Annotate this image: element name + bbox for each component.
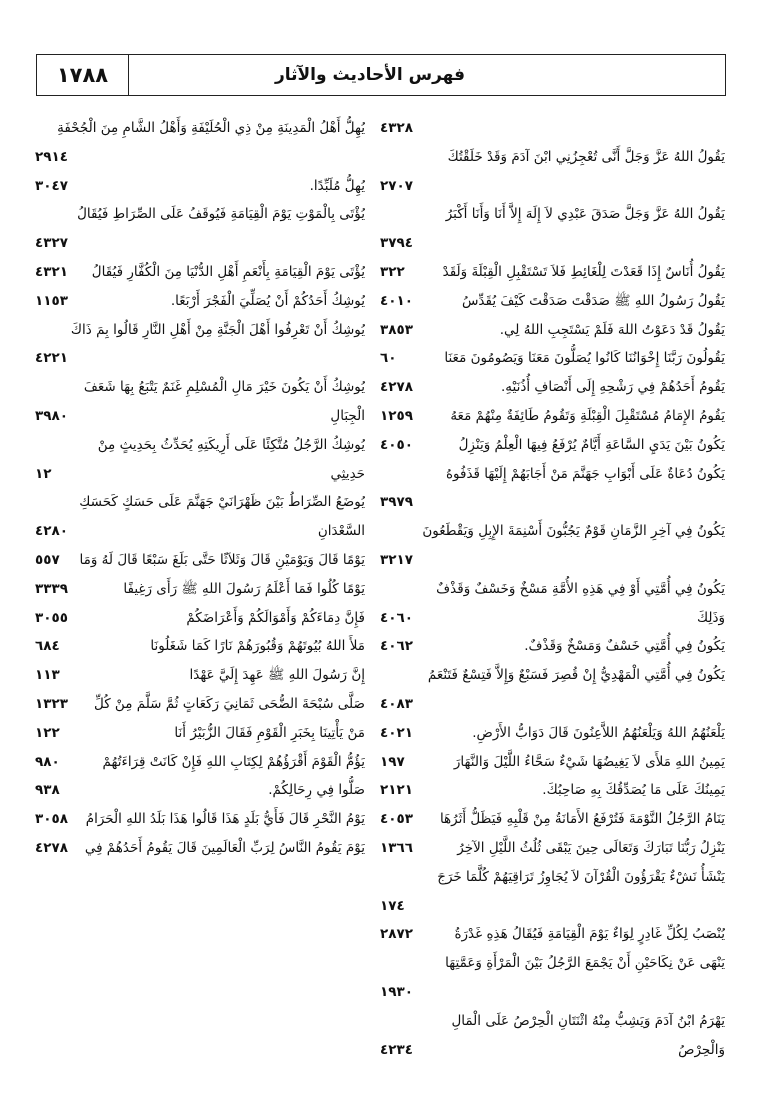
hadith-text: يُؤْتَى بِالْمَوْتِ يَوْمَ الْقِيَامَةِ فَيُوقَفُ عَلَى الصِّرَاطِ فَيُقَالُ	[77, 206, 365, 223]
index-line	[380, 200, 725, 229]
hadith-number: ٤٢٢١	[35, 350, 68, 367]
hadith-text: يَؤُمُّ الْقَوْمَ أَقْرَؤُهُمْ لِكِتَابِ اللهِ فَإِنْ كَانَتْ قِرَاءَتُهُمْ	[102, 753, 365, 770]
hadith-text: يَوْمًا قَالَ وَيَوْمَيْنِ قَالَ وَثَلاَثًا حَتَّى بَلَغَ سَبْعًا قَالَ لَهُ وَمَا	[79, 551, 365, 568]
index-line	[380, 229, 725, 258]
hadith-text: يُؤْتَى يَوْمَ الْقِيَامَةِ بِأَنْعَمِ أَهْلِ الدُّنْيَا مِنَ الْكُفَّارِ فَيُقَالُ	[91, 263, 365, 280]
hadith-number: ٤٢٣٤	[380, 1041, 413, 1058]
hadith-text: يَقُولُ اللهُ عَزَّ وَجَلَّ صَدَقَ عَبْدِي لاَ إِلَهَ إِلاَّ أَنَا وَأَنَا أَكْبَرُ	[445, 206, 725, 223]
index-line	[35, 604, 365, 633]
hadith-number: ١٢٥٩	[380, 407, 413, 424]
hadith-number: ٩٨٠	[35, 753, 60, 770]
index-line	[380, 719, 725, 748]
page-number: ١٧٨٨	[37, 55, 129, 95]
index-line	[380, 143, 725, 172]
hadith-number: ٤٠١٠	[380, 292, 413, 309]
hadith-text: يُنْصَبُ لِكُلِّ غَادِرٍ لِوَاءٌ يَوْمَ الْقِيَامَةِ فَيُقَالُ هَذِهِ غَدْرَةُ	[454, 926, 725, 943]
hadith-number: ٢١٢١	[380, 782, 413, 799]
hadith-text: يُوشِكُ أَحَدُكُمْ أَنْ يُصَلِّيَ الْفَجْرَ أَرْبَعًا.	[170, 292, 365, 309]
index-line	[35, 632, 365, 661]
hadith-text: يَكُونُ فِي أُمَّتِي الْمَهْدِيُّ إِنْ قُصِرَ فَسَبْعٌ وَإِلاَّ فَتِسْعٌ فَتَنْعَمُ	[427, 667, 725, 684]
index-line	[35, 172, 365, 201]
index-line	[35, 200, 365, 229]
index-line	[35, 546, 365, 575]
index-line	[380, 114, 725, 143]
index-line	[35, 661, 365, 690]
hadith-number: ١٣٢٣	[35, 695, 68, 712]
hadith-number: ٤٢٧٨	[35, 839, 68, 856]
hadith-number: ٣٧٩٤	[380, 235, 413, 252]
hadith-text: يُوشِكُ أَنْ يَكُونَ خَيْرَ مَالِ الْمُسْلِمِ غَنَمٌ يَتْبَعُ بِهَا شَعَفَ	[83, 379, 365, 396]
index-line	[380, 604, 725, 633]
index-line	[380, 316, 725, 345]
hadith-number: ٤٣٢٧	[35, 235, 68, 252]
hadith-text: يَوْمَ يَقُومُ النَّاسُ لِرَبِّ الْعَالَمِينَ قَالَ يَقُومُ أَحَدُهُمْ فِي	[84, 839, 365, 856]
hadith-text: يُهِلُّ مُلَبِّدًا.	[309, 177, 365, 194]
hadith-number: ٣٩٧٩	[380, 494, 413, 511]
index-line	[35, 517, 365, 546]
hadith-text: صَلَّى سُبْحَةَ الضُّحَى ثَمَانِيَ رَكَعَاتٍ ثُمَّ سَلَّمَ مِنْ كُلِّ	[93, 695, 365, 712]
index-line	[380, 1036, 725, 1065]
hadith-text: يَقُولُ رَسُولُ اللهِ ﷺ صَدَقْتَ صَدَقْتَ كَيْفَ يُقَدِّسُ	[461, 292, 725, 309]
index-line	[380, 834, 725, 863]
index-line	[380, 344, 725, 373]
index-line	[35, 805, 365, 834]
index-line	[35, 748, 365, 777]
index-line	[380, 258, 725, 287]
index-line	[35, 575, 365, 604]
index-line	[35, 114, 365, 143]
hadith-text: يَقُومُ الإِمَامُ مُسْتَقْبِلَ الْقِبْلَةِ وَتَقُومُ طَائِفَةٌ مِنْهُمْ مَعَهُ	[450, 407, 725, 424]
index-line	[380, 920, 725, 949]
hadith-text: يَنْهَى عَنْ نِكَاحَيْنِ أَنْ يَجْمَعَ الرَّجُلُ بَيْنَ الْمَرْأَةِ وَعَمَّتِهَا	[445, 955, 725, 972]
hadith-number: ٤٢٨٠	[35, 523, 68, 540]
index-line	[35, 460, 365, 489]
hadith-text: يُوضَعُ الصِّرَاطُ بَيْنَ ظَهْرَانَيْ جَهَنَّمَ عَلَى حَسَكٍ كَحَسَكِ	[79, 494, 365, 511]
hadith-number: ٣٢٢	[380, 263, 405, 280]
index-line	[380, 460, 725, 489]
index-line	[35, 690, 365, 719]
index-line	[380, 373, 725, 402]
index-line	[35, 488, 365, 517]
index-line	[35, 719, 365, 748]
index-line	[380, 661, 725, 690]
hadith-text: يَقُولُ أُنَاسٌ إِذَا قَعَدْتَ لِلْغَائِطِ فَلاَ تَسْتَقْبِلِ الْقِبْلَةَ وَلَقَدْ	[442, 263, 725, 280]
hadith-text: يُوشِكُ أَنْ تَعْرِفُوا أَهْلَ الْجَنَّةِ مِنْ أَهْلِ النَّارِ قَالُوا بِمَ ذَاكَ	[70, 321, 365, 338]
hadith-number: ٤٣٢٨	[380, 120, 413, 136]
hadith-text: يَكُونُ بَيْنَ يَدَيِ السَّاعَةِ أَيَّامٌ يُرْفَعُ فِيهَا الْعِلْمُ وَيَنْزِلُ	[458, 436, 725, 453]
hadith-text: يَلْعَنُهُمُ اللهُ وَيَلْعَنُهُمُ اللاَّعِنُونَ قَالَ دَوَابُّ الأَرْضِ.	[472, 724, 725, 741]
hadith-number: ١٣٦٦	[380, 839, 413, 856]
hadith-text: إِنَّ رَسُولَ اللهِ ﷺ عَهِدَ إِلَيَّ عَهْدًا	[189, 667, 365, 684]
index-line	[35, 373, 365, 402]
hadith-number: ١٧٤	[380, 897, 405, 914]
hadith-number: ١٩٣٠	[380, 983, 413, 1000]
hadith-text: مَنْ يَأْتِينَا بِخَبَرِ الْقَوْمِ فَقَالَ الزُّبَيْرُ أَنَا	[174, 724, 365, 741]
index-line	[380, 863, 725, 892]
hadith-text: يُهِلُّ أَهْلُ الْمَدِينَةِ مِنْ ذِي الْحُلَيْفَةِ وَأَهْلُ الشَّامِ مِنَ الْجُحْفَةِ	[57, 120, 365, 136]
hadith-number: ٤٠٥٠	[380, 436, 413, 453]
index-line	[35, 143, 365, 172]
hadith-text: يَكُونُ فِي أُمَّتِي أَوْ فِي هَذِهِ الأُمَّةِ مَسْخٌ وَخَسْفٌ وَقَذْفٌ	[436, 580, 725, 597]
index-line	[35, 344, 365, 373]
index-line	[35, 229, 365, 258]
hadith-number: ٣٠٥٨	[35, 811, 68, 828]
index-line	[35, 402, 365, 431]
hadith-number: ١٩٧	[380, 753, 405, 770]
hadith-number: ٣٠٥٥	[35, 609, 68, 626]
hadith-number: ٤٠٨٣	[380, 695, 413, 712]
index-line	[380, 172, 725, 201]
index-line	[380, 776, 725, 805]
hadith-number: ١٢	[35, 465, 52, 482]
hadith-text: يَوْمُ النَّحْرِ قَالَ فَأَيُّ بَلَدٍ هَذَا قَالُوا هَذَا بَلَدُ اللهِ الْحَرَامُ	[85, 811, 365, 828]
hadith-number: ٤٢٧٨	[380, 379, 413, 396]
hadith-number: ٢٧٠٧	[380, 177, 413, 194]
hadith-text: يُوشِكُ الرَّجُلُ مُتَّكِئًا عَلَى أَرِيكَتِهِ يُحَدِّثُ بِحَدِيثٍ مِنْ	[97, 436, 365, 453]
hadith-number: ٣٨٥٣	[380, 321, 413, 338]
hadith-text: يَنَامُ الرَّجُلُ النَّوْمَةَ فَتُرْفَعُ الأَمَانَةُ مِنْ قَلْبِهِ فَيَظَلُّ أَثَرُهَا	[439, 811, 725, 828]
hadith-text: فَإِنَّ دِمَاءَكُمْ وَأَمْوَالَكُمْ وَأَعْرَاضَكُمْ	[186, 609, 365, 626]
index-line	[35, 834, 365, 863]
index-line	[35, 287, 365, 316]
hadith-text: يَنْزِلُ رَبُّنَا تَبَارَكَ وَتَعَالَى حِينَ يَبْقَى ثُلُثُ اللَّيْلِ الآخِرُ	[457, 839, 725, 856]
index-line	[35, 776, 365, 805]
hadith-number: ٥٥٧	[35, 551, 60, 568]
hadith-text: يَقُولُ قَدْ دَعَوْتُ اللهَ فَلَمْ يَسْتَجِبِ اللهُ لِي.	[499, 321, 725, 338]
hadith-text: يَكُونُ دُعَاةٌ عَلَى أَبْوَابِ جَهَنَّمَ مَنْ أَجَابَهُمْ إِلَيْهَا قَذَفُوهُ	[445, 465, 725, 482]
hadith-number: ٦٠	[380, 350, 397, 367]
hadith-number: ٣٩٨٠	[35, 407, 68, 424]
index-line	[380, 402, 725, 431]
hadith-text: الْجِبَالِ	[330, 407, 365, 424]
hadith-number: ٣٢١٧	[380, 551, 413, 568]
index-line	[35, 258, 365, 287]
index-line	[380, 575, 725, 604]
hadith-number: ٤٠٦٠	[380, 609, 413, 626]
hadith-number: ١٢٢	[35, 724, 60, 741]
hadith-text: يَقُومُ أَحَدُهُمْ فِي رَشْحِهِ إِلَى أَنْصَافِ أُذُنَيْهِ.	[500, 379, 725, 396]
hadith-text: يَكُونُ فِي آخِرِ الزَّمَانِ قَوْمٌ يَجُبُّونَ أَسْنِمَةَ الإِبِلِ وَيَقْطَعُونَ	[422, 523, 725, 540]
hadith-number: ٢٨٧٢	[380, 926, 413, 943]
hadith-number: ٦٨٤	[35, 638, 60, 655]
hadith-text: يَقُولُونَ رَبَّنَا إِخْوَانُنَا كَانُوا يُصَلُّونَ مَعَنَا وَيَصُومُونَ مَعَنَا	[444, 350, 725, 367]
page-title: فهرس الأحاديث والآثار	[274, 65, 465, 85]
hadith-text: يَوْمًا كُلُوا فَمَا أَعْلَمُ رَسُولَ اللهِ ﷺ رَأَى رَغِيفًا	[123, 580, 365, 597]
hadith-number: ٩٣٨	[35, 782, 60, 799]
hadith-number: ٢٩١٤	[35, 148, 68, 165]
hadith-text: يَقُولُ اللهُ عَزَّ وَجَلَّ أَنَّى تُعْجِزُنِي ابْنَ آدَمَ وَقَدْ خَلَقْتُكَ	[447, 148, 725, 165]
left-column	[35, 114, 365, 863]
index-line	[380, 949, 725, 978]
hadith-number: ٤٠٦٢	[380, 638, 413, 655]
hadith-number: ١١٣	[35, 667, 60, 684]
hadith-number: ٤٣٢١	[35, 263, 68, 280]
index-line	[380, 632, 725, 661]
index-line	[380, 748, 725, 777]
hadith-text: وَذَلِكَ	[696, 609, 725, 626]
hadith-text: يَهْرَمُ ابْنُ آدَمَ وَيَشِبُّ مِنْهُ اثْنَتَانِ الْحِرْصُ عَلَى الْمَالِ	[451, 1012, 725, 1029]
index-line	[380, 287, 725, 316]
hadith-text: يَنْشَأُ نَشْءٌ يَقْرَؤُونَ الْقُرْآنَ لاَ يُجَاوِزُ تَرَاقِيَهُمْ كُلَّمَا خَرَجَ	[437, 868, 725, 885]
index-line	[380, 431, 725, 460]
index-line	[380, 892, 725, 921]
hadith-number: ١١٥٣	[35, 292, 68, 309]
index-line	[380, 517, 725, 546]
index-line	[380, 488, 725, 517]
hadith-text: حَدِيثِي	[330, 465, 365, 482]
hadith-text: وَالْحِرْصُ	[678, 1041, 725, 1058]
hadith-text: يَمِينُكَ عَلَى مَا يُصَدِّقُكَ بِهِ صَاحِبُكَ.	[542, 782, 725, 799]
hadith-number: ٤٠٥٣	[380, 811, 413, 828]
hadith-text: مَلأَ اللهُ بُيُوتَهُمْ وَقُبُورَهُمْ نَارًا كَمَا شَغَلُونَا	[150, 638, 365, 655]
index-line	[35, 431, 365, 460]
index-line	[35, 316, 365, 345]
hadith-number: ٣٠٤٧	[35, 177, 68, 194]
index-line	[380, 546, 725, 575]
index-line	[380, 978, 725, 1007]
page-header	[36, 54, 726, 96]
hadith-text: يَكُونُ فِي أُمَّتِي خَسْفٌ وَمَسْخٌ وَقَذْفٌ.	[524, 638, 725, 655]
hadith-text: السَّعْدَانِ	[317, 523, 365, 540]
index-line	[380, 690, 725, 719]
index-line	[380, 1007, 725, 1036]
hadith-number: ٣٣٣٩	[35, 580, 68, 597]
index-line	[380, 805, 725, 834]
right-column	[380, 114, 725, 1064]
hadith-text: يَمِينُ اللهِ مَلأَى لاَ يَغِيضُهَا شَيْءٌ سَحَّاءُ اللَّيْلَ وَالنَّهَارَ	[453, 753, 725, 770]
hadith-number: ٤٠٢١	[380, 724, 413, 741]
hadith-text: صَلُّوا فِي رِحَالِكُمْ.	[268, 782, 365, 799]
